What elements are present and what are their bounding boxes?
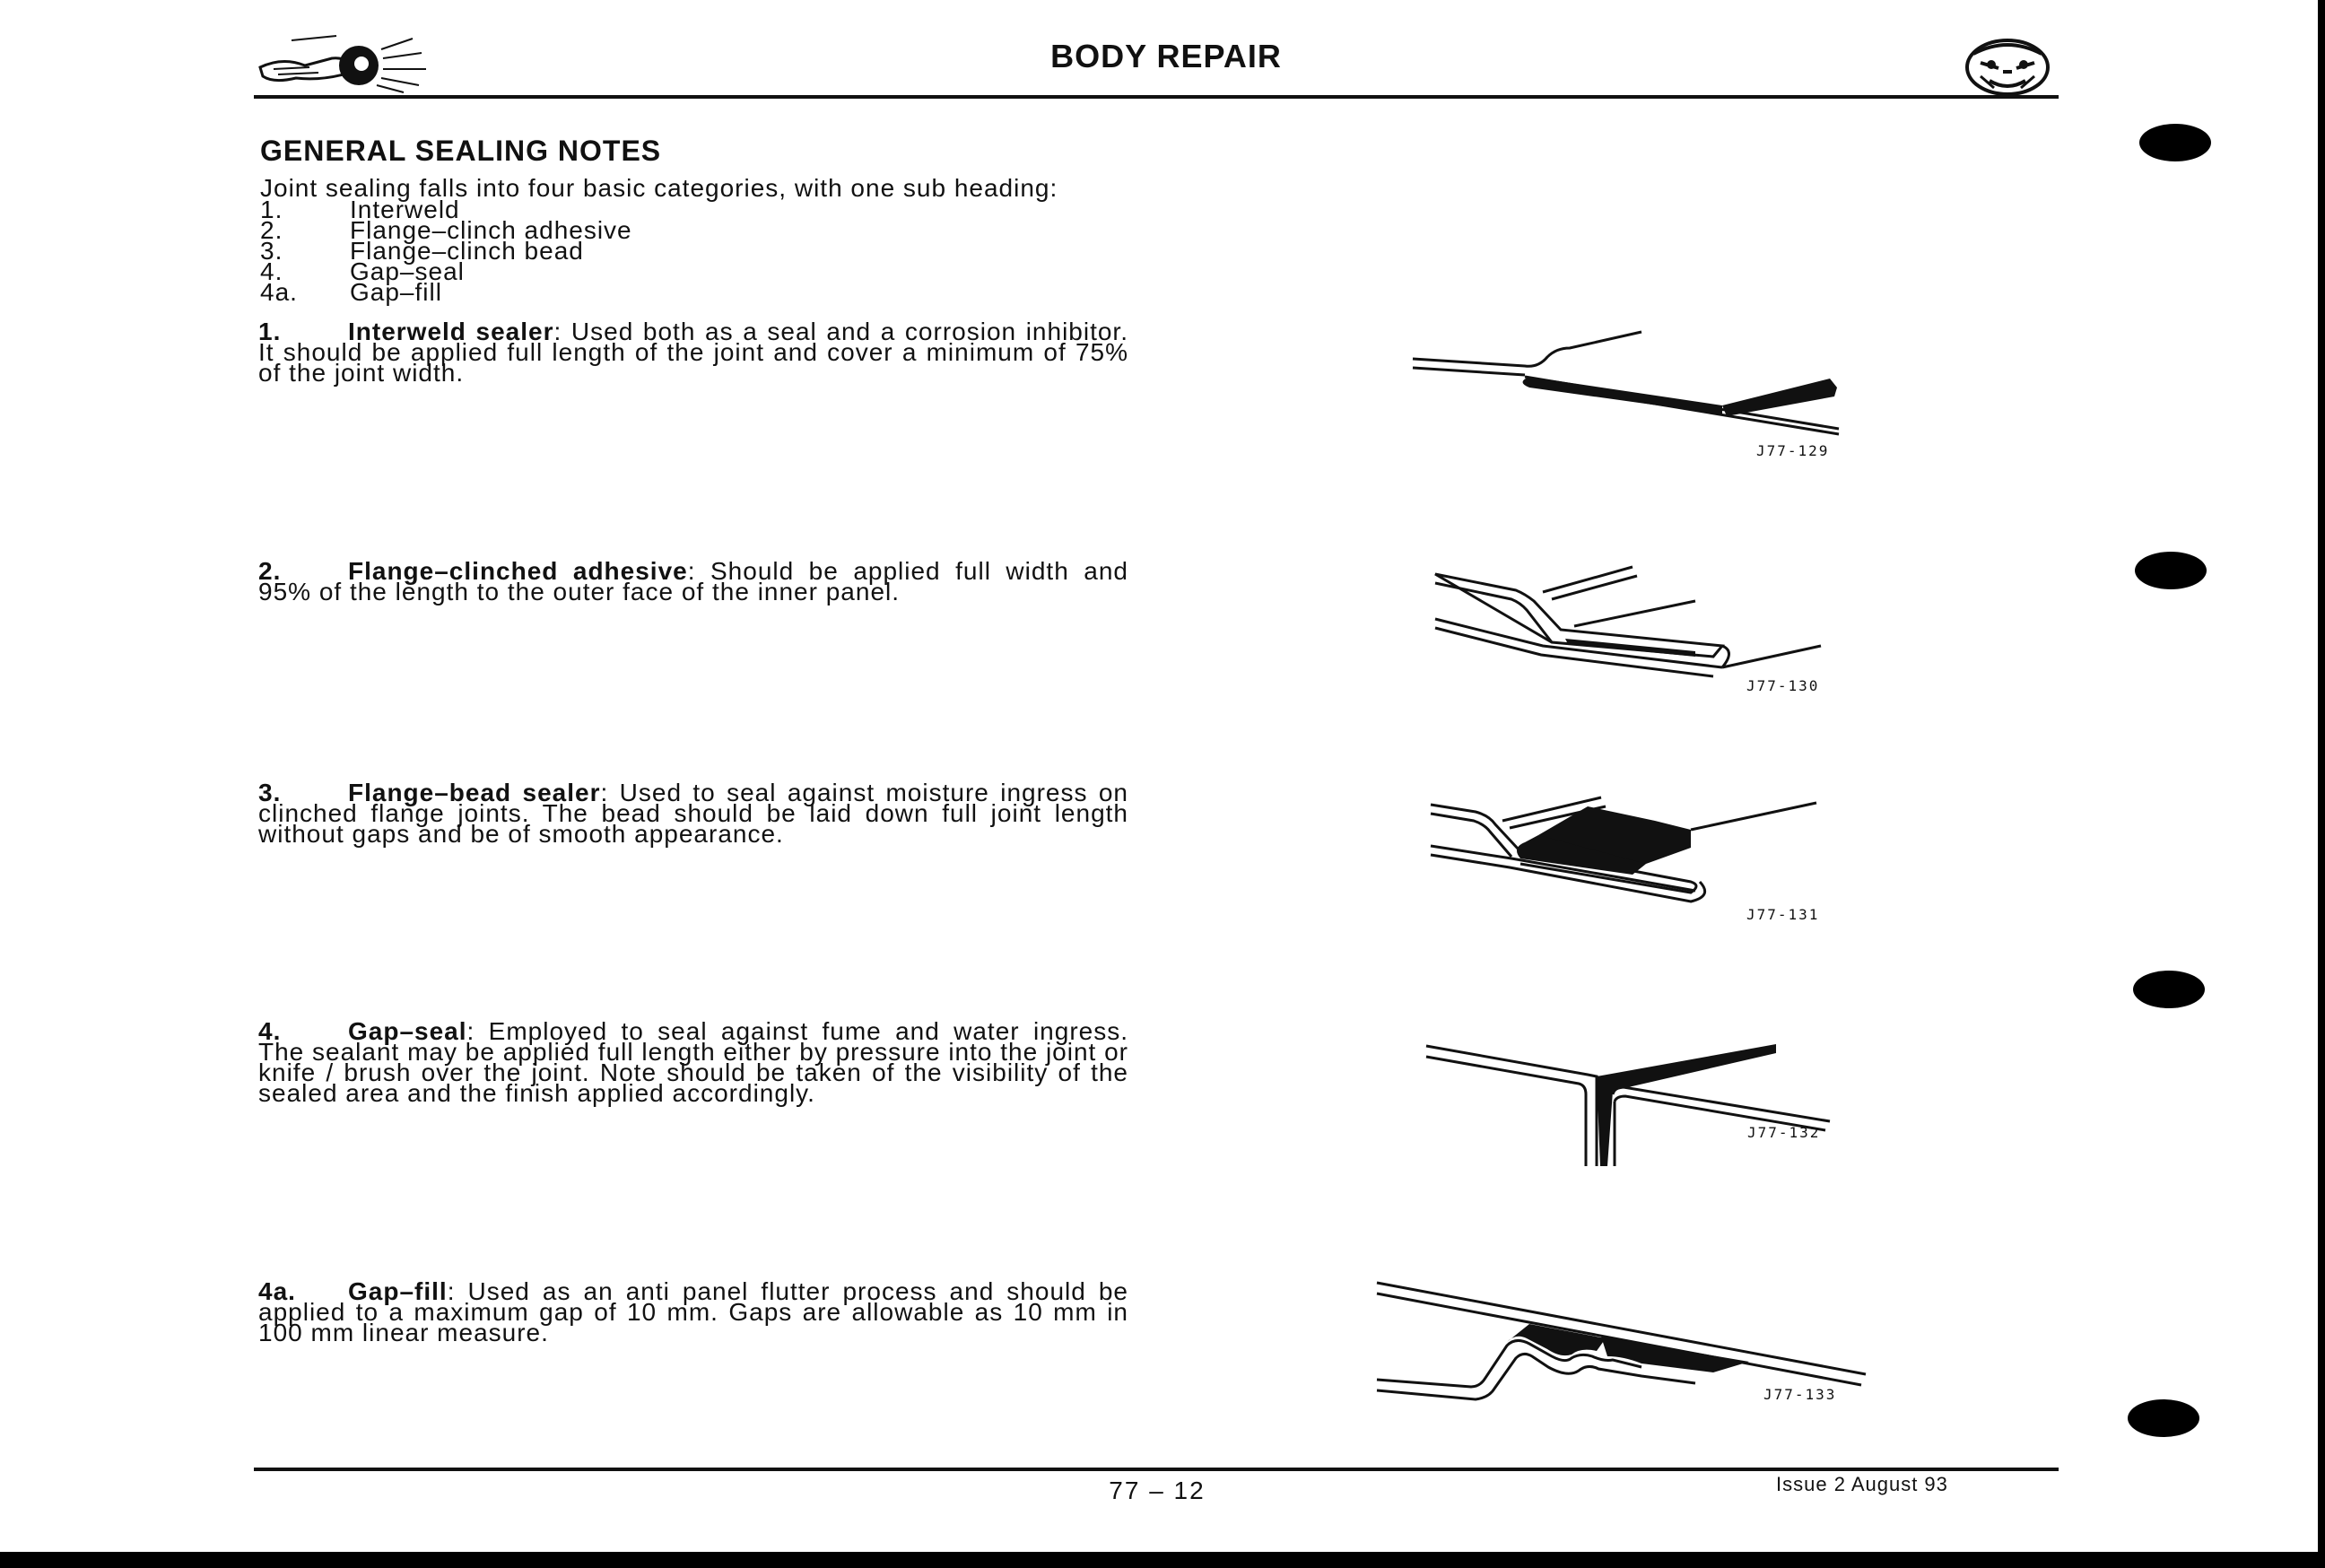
- paragraph-flange-bead: 3. Flange–bead sealer: Used to seal against moisture ingress on clinched flange joints. The bead should be laid down full joint length without gaps and be of smooth appearance.: [258, 779, 1128, 848]
- section-title: GENERAL SEALING NOTES: [260, 135, 662, 167]
- figure-label: J77-132: [1747, 1124, 1821, 1141]
- figure-label: J77-133: [1763, 1386, 1837, 1403]
- list-item: 3. Flange–clinch bead: [260, 237, 584, 265]
- header-rule: [254, 95, 2059, 99]
- figure-gap-fill-diagram: [1372, 1274, 1875, 1417]
- figure-interweld-diagram: [1408, 323, 1857, 466]
- figure-label: J77-130: [1746, 677, 1820, 694]
- figure-label: J77-129: [1756, 442, 1830, 459]
- paragraph-gap-seal: 4. Gap–seal: Employed to seal against fume and water ingress. The sealant may be applied full length either by pressure into the joint or knife / brush over the joint. Note should be taken of the visibility of the sealed area and the finish applied accordingly.: [258, 1017, 1128, 1107]
- list-item: 4a. Gap–fill: [260, 278, 442, 306]
- figure-flange-adhesive-diagram: [1426, 556, 1839, 700]
- binder-hole: [2135, 552, 2207, 589]
- paragraph-interweld: 1. Interweld sealer: Used both as a seal and a corrosion inhibitor. It should be applied full length of the joint and cover a minimum of 75% of the joint width.: [258, 318, 1128, 387]
- footer-rule: [254, 1468, 2059, 1471]
- list-item: 1. Interweld: [260, 196, 460, 223]
- list-item: 4. Gap–seal: [260, 257, 465, 285]
- header-title: BODY REPAIR: [1050, 38, 1282, 74]
- jaguar-head-logo-icon: [1954, 36, 2061, 99]
- binder-hole: [2133, 971, 2205, 1008]
- hand-light-logo-icon: [256, 31, 435, 94]
- binder-hole: [2128, 1399, 2199, 1437]
- intro-text: Joint sealing falls into four basic categories, with one sub heading:: [260, 174, 1058, 202]
- scan-edge: [2318, 0, 2325, 1568]
- figure-label: J77-131: [1746, 906, 1820, 923]
- binder-hole: [2139, 124, 2211, 161]
- category-list: [260, 196, 632, 306]
- issue-date: Issue 2 August 93: [1776, 1473, 1948, 1495]
- paragraph-gap-fill: 4a. Gap–fill: Used as an anti panel flutter process and should be applied to a maximum gap of 10 mm. Gaps are allowable as 10 mm in 100 mm linear measure.: [258, 1277, 1128, 1346]
- paragraph-flange-adhesive: 2. Flange–clinched adhesive: Should be applied full width and 95% of the length to the outer face of the inner panel.: [258, 557, 1128, 605]
- list-item: 2. Flange–clinch adhesive: [260, 216, 632, 244]
- figure-flange-bead-diagram: [1422, 785, 1834, 928]
- figure-gap-seal-diagram: [1417, 1032, 1848, 1175]
- page-number: 77 – 12: [1109, 1477, 1206, 1504]
